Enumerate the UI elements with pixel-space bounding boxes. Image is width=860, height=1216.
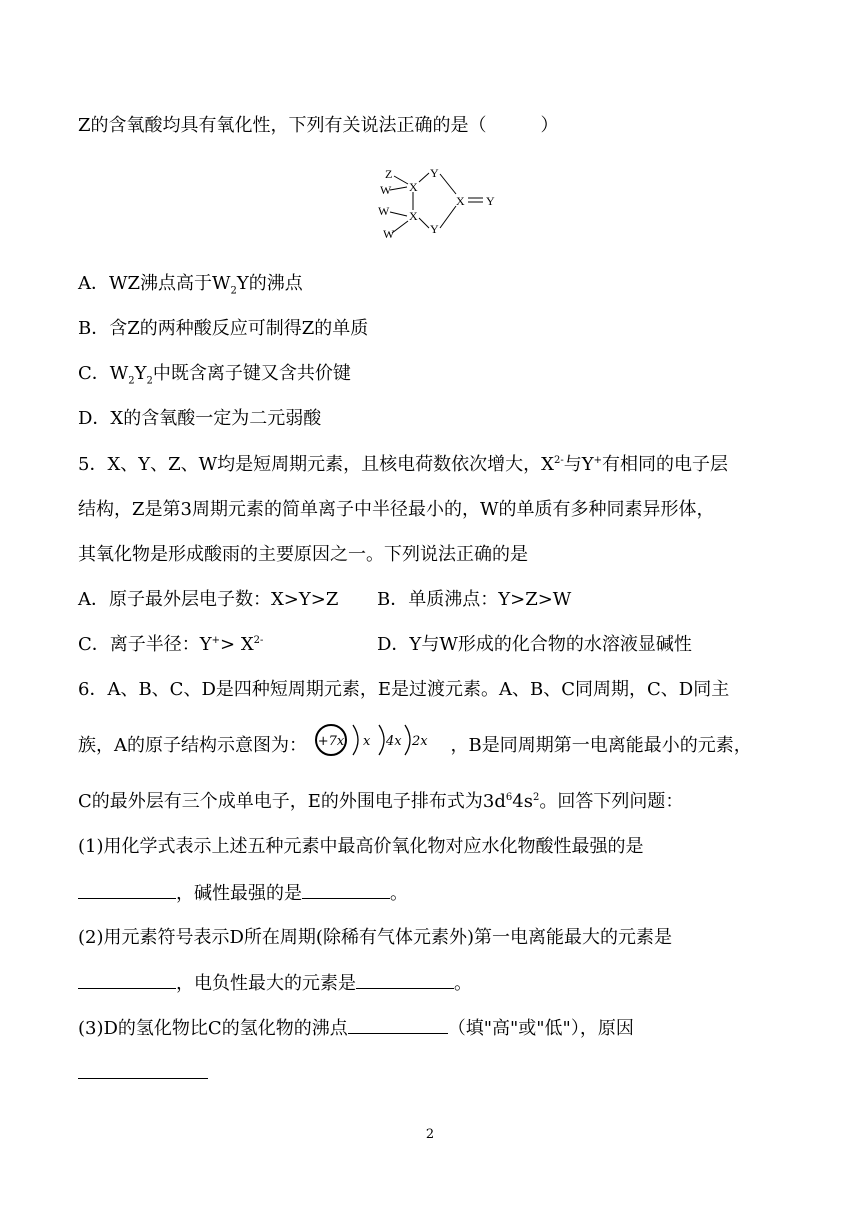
q5-option-a: A．原子最外层电子数：X>Y>Z — [78, 589, 339, 610]
q4-option-d: D．X的含氧酸一定为二元弱酸 — [78, 408, 322, 429]
q6-stem-line2: 族，A的原子结构示意图为： +7x x 4x 2x ，B是同周期第一电离能最小的元素， — [78, 733, 752, 759]
atom-label: Y — [430, 166, 439, 180]
shell-electrons: 4x — [385, 734, 402, 749]
q4-option-b: B．含Z的两种酸反应可制得Z的单质 — [78, 318, 369, 339]
bond — [390, 212, 407, 216]
q5-option-c: C．离子半径：$Y^+> X^{2-}$ — [78, 634, 264, 655]
q6-stem-line1: 6．A、B、C、D是四种短周期元素，E是过渡元素。A、B、C同周期，C、D同主 — [78, 679, 730, 700]
molecule-structure-diagram — [370, 162, 510, 244]
shell-arc — [405, 725, 410, 755]
page-number: 2 — [425, 1127, 435, 1142]
atom-label: Y — [430, 222, 439, 236]
atom-structure-diagram — [313, 721, 445, 759]
bond — [419, 218, 429, 228]
atom-label: Y — [486, 194, 495, 208]
q5-stem-line2: 结构，Z是第3周期元素的简单离子中半径最小的，W的单质有多种同素异形体， — [78, 499, 715, 520]
shell-arc — [379, 725, 384, 755]
atom-label: W — [380, 183, 392, 197]
q5-stem-line1: 5．X、Y、Z、W均是短周期元素，且核电荷数依次增大，$X^{2-}$与Y+有相同的电子层 — [78, 454, 729, 475]
q5-option-d: D．Y与W形成的化合物的水溶液显碱性 — [377, 634, 692, 655]
answer-blank[interactable] — [356, 970, 454, 989]
atom-label: W — [383, 227, 395, 241]
q6-part3-blank-line — [78, 1060, 208, 1087]
answer-blank[interactable] — [348, 1015, 448, 1034]
bond — [394, 176, 408, 184]
shell-electrons: x — [362, 734, 371, 749]
shell-electrons: 2x — [411, 734, 428, 749]
q6-part2: (2)用元素符号表示D所在周期(除稀有气体元素外)第一电离能最大的元素是 — [78, 927, 672, 948]
atom-label: Z — [385, 167, 393, 181]
bond — [392, 221, 408, 233]
q5-stem-line3: 其氧化物是形成酸雨的主要原因之一。下列说法正确的是 — [78, 544, 528, 565]
bond — [419, 173, 429, 182]
q4-stem: Z的含氧酸均具有氧化性，下列有关说法正确的是（ ） — [78, 115, 559, 136]
q5-option-b: B．单质沸点：Y>Z>W — [377, 589, 572, 610]
bond — [440, 174, 456, 194]
q6-part1: (1)用化学式表示上述五种元素中最高价氧化物对应水化物酸性最强的是 — [78, 836, 644, 857]
answer-blank[interactable] — [302, 880, 390, 899]
answer-blank[interactable] — [78, 1060, 208, 1079]
atom-label: W — [378, 204, 390, 218]
nucleus-charge: +7x — [317, 734, 344, 749]
q6-part3: (3)D的氢化物比C的氢化物的沸点 （填"高"或"低"），原因 — [78, 1015, 634, 1042]
q4-option-a: A．WZ沸点高于$W_2Y$的沸点 — [78, 273, 303, 297]
bond — [440, 206, 456, 228]
shell-arc — [353, 725, 358, 755]
q6-part1-blanks: ，碱性最强的是 。 — [78, 880, 408, 907]
atom-label: X — [409, 180, 418, 194]
answer-blank[interactable] — [78, 880, 176, 899]
atom-label: X — [409, 209, 418, 223]
bond — [390, 187, 407, 190]
q4-option-c: C．$W_2Y_2$中既含离子键又含共价键 — [78, 363, 351, 387]
atom-label: X — [456, 194, 465, 208]
q6-stem-line3: C的最外层有三个成单电子，E的外围电子排布式为$3d^64s^2$。回答下列问题： — [78, 791, 684, 812]
answer-blank[interactable] — [78, 970, 176, 989]
q6-part2-blanks: ，电负性最大的元素是 。 — [78, 970, 472, 997]
